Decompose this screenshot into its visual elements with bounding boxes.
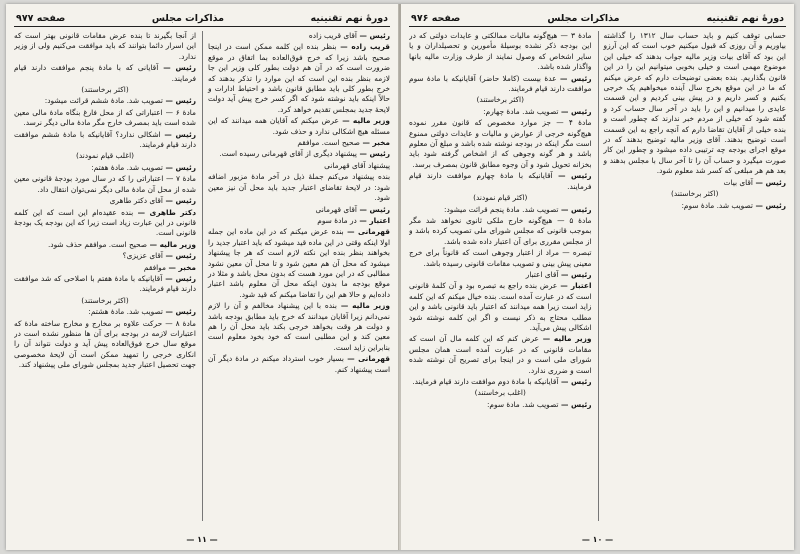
speaker-name: رئیس —: [752, 177, 786, 187]
paragraph-text: عدهٔ بیست (کاملا حاضر) آقایانیکه با مادهٔ سوم موافقت دارند قیام فرمایند.: [409, 73, 592, 94]
paragraph-text: پیشنهاد آقای قهرمانی: [324, 160, 390, 170]
text-paragraph: [409, 118, 592, 170]
paragraph-text: موافقم: [143, 262, 166, 272]
speaker-name: رئیس —: [356, 31, 390, 40]
paragraph-text: (اکثر برخاستند): [81, 295, 129, 305]
paragraph-text: مادهٔ ۸ — حرکت علاوه بر مخارج و مخارج ساخته مادهٔ که اعتبارات لازمه در بودجه برای آن ها منظور نشده است در موقع سال خرج فوق‌العاده پیش آید و دولت نتواند آن را انکاری خرجی را تمهید ممکن است آن لایحهٔ مخصوصی جهت تحصیل اعتبار جدید بمجلس شورای ملی پیشنهاد کند.: [14, 318, 196, 370]
speech-paragraph: [14, 307, 196, 317]
paragraph-text: بنده پیشنهاد می‌کنم جملهٔ ذیل در آخر مادهٔ مزبور اضافه شود: در لایحهٔ تقاضای اعتبار جدید باید محل آن نیز معین شود.: [208, 172, 390, 203]
speech-paragraph: [14, 263, 196, 273]
right-page-header: [409, 10, 786, 27]
paragraph-text: آقای دکتر طاهری: [109, 196, 163, 206]
paragraph-text: صحیح است. موافقم: [297, 138, 360, 148]
paragraph-text: مادهٔ ۵ — هیچ‌گونه خارج ملکی ثانوی نخواهد شد مگر بموجب قانونی که مجلس شورای ملی تصویب کرده باشد و از مجلس مقرری برای آن اعتبار داده شده باشد.: [409, 215, 592, 246]
speech-paragraph: [14, 163, 196, 173]
speech-paragraph: [409, 171, 592, 192]
speech-paragraph: [604, 178, 787, 188]
speech-paragraph: [14, 130, 196, 151]
text-paragraph: [409, 248, 592, 269]
paragraph-text: تبصره — مراد از اعتبار وجوهی است که قانوناً برای خرج معینی پیش بینی و تصویب مقامات قانونی رسیده باشد.: [409, 248, 592, 268]
speech-paragraph: [604, 201, 787, 211]
left-page-column-left: [14, 31, 196, 521]
paragraph-text: از آنجا بگیرند تا بنده عرض مقامات قانونی بهتر است که این اسرار دائما بتوانند که باید موافقت می‌کنیم ولی از وزیر ندارد.: [14, 31, 196, 61]
speaker-name: رئیس —: [558, 106, 592, 116]
text-paragraph: [208, 172, 390, 203]
speaker-name: رئیس —: [162, 162, 196, 172]
speech-paragraph: [208, 116, 390, 137]
speech-paragraph: [409, 334, 592, 376]
speech-paragraph: [208, 31, 390, 41]
text-paragraph: [14, 85, 196, 95]
speaker-name: رئیس —: [752, 200, 786, 210]
speech-paragraph: [208, 227, 390, 300]
speaker-name: رئیس —: [558, 269, 592, 279]
paragraph-text: صحیح است. موافقم حذف شود.: [47, 239, 148, 249]
text-paragraph: [14, 31, 196, 62]
text-paragraph: [409, 216, 592, 247]
speaker-name: قهرمانی —: [343, 227, 390, 237]
text-paragraph: [14, 296, 196, 306]
paragraph-text: (اکثر برخاستند): [81, 85, 129, 95]
speaker-name: مخبر —: [359, 138, 390, 148]
left-page: [6, 4, 399, 550]
text-paragraph: [208, 161, 390, 171]
speech-paragraph: [14, 251, 196, 261]
right-page-column-right: [598, 31, 787, 521]
text-paragraph: [604, 31, 787, 177]
right-page: [401, 4, 794, 550]
paragraph-text: آقایانی که با مادهٔ پنجم موافقت دارند قیام فرمایند.: [14, 63, 196, 83]
paragraph-text: در مادهٔ سوم: [317, 215, 357, 225]
paragraph-text: مادهٔ ۷ — اعتباراتی را که در سال مورد بودجهٔ قانونی معین شده از محل آن مادهٔ مالی دیگر نمی‌توان انتقال داد.: [14, 174, 196, 194]
text-paragraph: [409, 31, 592, 73]
speech-paragraph: [208, 42, 390, 115]
paragraph-text: تصویب شد. مادهٔ چهارم:: [483, 106, 559, 116]
speech-paragraph: [14, 63, 196, 84]
speaker-name: رئیس —: [162, 96, 196, 106]
speaker-name: رئیس —: [552, 171, 592, 181]
paragraph-text: آقای عزیزی؟: [122, 251, 163, 261]
speaker-name: قهرمانی —: [343, 354, 390, 364]
text-paragraph: [409, 193, 592, 203]
text-paragraph: [14, 319, 196, 371]
paragraph-text: تصویب شد. مادهٔ هفتم:: [91, 162, 163, 172]
paragraph-text: مادهٔ ۴ — جز موارد مخصوص که قانون مقرر نموده هیچ‌گونه خرجی از عوارض و مالیات و عایدات دولتی ممنوع است مگر اینکه در بودجه نوشته شده باشد و مبلغ آن معلوم باشد و هر گونه وجوهی که از اشخاص گرفته شود باید بخزانه تحویل شود و آن وجوه مطابق قانون بمصرف برسد.: [409, 118, 592, 169]
paragraph-text: بنده عقیده‌ام این است که این کلمه قانونی در این عبارت زیاد است زیرا که این بودجه یک بودجهٔ قانونی است.: [14, 207, 196, 238]
speaker-name: رئیس —: [558, 204, 592, 214]
paragraph-text: بنده با این پیشنهاد مخالفم و آن را لازم نمی‌دانم زیرا آقایان میدانند که خرج باید مطابق بودجه باشد و دولت هر وقت بخواهد خرجی بکند باید محل آن را هم معین کند و این مطلبی است که خود بخود معلوم است بنابراین زاید است.: [208, 301, 390, 352]
newspaper-spread: [6, 4, 794, 550]
right-page-session: دورهٔ نهم تقنینیه: [706, 12, 784, 24]
speaker-name: دکتر طاهری —: [133, 207, 196, 217]
speech-paragraph: [14, 240, 196, 250]
paragraph-text: بسیار خوب استرداد میکنم در مادهٔ دیگر آن است پیشنهاد کنم.: [208, 354, 390, 374]
paragraph-text: (اکثر برخاستند): [476, 95, 524, 105]
speaker-name: رئیس —: [558, 377, 592, 386]
paragraph-text: آقای بیات: [723, 177, 753, 187]
paragraph-text: پیشنهاد دیگری از آقای قهرمانی رسیده است.: [219, 149, 357, 159]
paragraph-text: عرض کنم که این کلمه مال آن است که مقامات قانونی که در عبارت آمده است همان مجلس شورای ملی است و در اینجا برای تصریح آن نوشته شده است و ضرری ندارد.: [409, 334, 592, 375]
left-page-number: صفحه ۹۷۷: [16, 12, 66, 24]
speaker-name: اعتبار —: [356, 215, 390, 225]
paragraph-text: آقای قهرمانی: [315, 204, 357, 214]
speech-paragraph: [409, 281, 592, 333]
paragraph-text: مادهٔ ۶ — اعتباراتی که از محل فارغ بنگاه مادهٔ مالی معین شده است باید بمصرف خارج مگر مادهٔ مالی دیگر نرسد.: [14, 107, 196, 128]
speech-paragraph: [208, 205, 390, 215]
speaker-name: قریب زاده —: [336, 42, 390, 52]
speech-paragraph: [208, 301, 390, 353]
right-page-columns: [409, 31, 786, 521]
paragraph-text: حسابی توقف کنیم و باید حساب سال ۱۳۱۲ را گذاشته بیاوریم و آن روزی که قبول میکنیم خوب است که این آرزو این بود که آقای بیات وزیر مالیه جواب بدهند که خیلی این موضوع مهمی است و خیلی بخوبی میتوانیم این را در این قانون بگذاریم. بنده بعضی توضیحات دارم که عرض میکنم که ما در این موقع بخرج سال آینده میخواهیم یک خرجی بکنیم و کسر داریم و در پیش بینی کردیم و این قسمت عایدی را میدانیم و این را باید در آخر سال حساب کرد و گفته شود که خیلی از مردم خبر ندارند که چطور است و بنده خیلی از آقایان تقاضا دارم که آنچه راجع به این قسمت است توضیح بدهند. آقای وزیر مالیه توضیح بدهند که در موقع اجرای بودجه چه ترتیبی داده میشود و چطور این کار صورت میگیرد و حساب آن را تا آخر سال با مجلس بدهند و بعد هم هر مبلغی که کسر شد معلوم شود.: [603, 31, 786, 176]
left-page-column-right: [202, 31, 390, 521]
speaker-name: مخبر —: [165, 262, 196, 272]
paragraph-text: آقایانیکه با مادهٔ چهارم موافقت دارند قیام فرمایند.: [409, 171, 592, 191]
paragraph-text: آقایانیکه با مادهٔ هفتم با اصلاحی که شد موافقت دارند قیام فرمایند.: [14, 273, 196, 294]
speaker-name: رئیس —: [160, 129, 196, 139]
left-page-header: [14, 10, 390, 27]
speaker-name: رئیس —: [162, 196, 196, 206]
speech-paragraph: [208, 138, 390, 148]
right-page-column-left: [409, 31, 592, 521]
speech-paragraph: [14, 274, 196, 295]
text-paragraph: [14, 151, 196, 161]
speaker-name: رئیس —: [162, 273, 196, 283]
speaker-name: وزیر مالیه —: [336, 301, 390, 311]
paragraph-text: (اغلب قیام نمودند): [75, 151, 135, 161]
paragraph-text: (اکثر قیام نمودند): [473, 193, 528, 203]
text-paragraph: [604, 189, 787, 199]
speaker-name: رئیس —: [356, 149, 390, 159]
left-page-footer: — ۱۱ —: [186, 535, 218, 544]
speaker-name: رئیس —: [162, 307, 196, 317]
left-page-session: دورهٔ نهم تقنینیه: [310, 12, 388, 24]
paragraph-text: تصویب شد. مادهٔ سوم:: [486, 399, 559, 409]
speech-paragraph: [14, 196, 196, 206]
left-page-columns: [14, 31, 390, 521]
paragraph-text: تصویب شد. مادهٔ سوم:: [681, 200, 753, 210]
text-paragraph: [409, 95, 592, 105]
speech-paragraph: [208, 354, 390, 375]
paragraph-text: عرض میکنم که آقایان همه میدانند که این مسئله هیچ اشکالی ندارد و حذف شود.: [208, 116, 390, 136]
speech-paragraph: [409, 107, 592, 117]
paragraph-text: بنظر بنده این کلمه ممکن است در اینجا صحیح باشد زیرا که خرج فوق‌العاده بما اتفاق در موقع ضرورت است که در آن هم دولت بطور کلی وزیر این جا لازمه بنظر بنده این است که این موارد را تذکر بدهند که خرج بطور کلی باید مطابق قانون باشد و احتیاط ادارات و حالاً اینکه باید نوشته شود که اگر کسر خرج پیش آید دولت لایحهٔ جدید بمجلس تقدیم خواهد کرد.: [208, 42, 390, 114]
paragraph-text: (اغلب برخاستند): [474, 388, 526, 398]
speech-paragraph: [409, 377, 592, 387]
left-page-title: مذاکرات مجلس: [151, 12, 225, 24]
text-paragraph: [14, 108, 196, 129]
speaker-name: وزیر مالیه —: [338, 116, 390, 126]
paragraph-text: آقای اعتبار: [525, 269, 559, 279]
text-paragraph: [14, 174, 196, 195]
speaker-name: رئیس —: [158, 63, 196, 73]
paragraph-text: (اکثر برخاستند): [671, 189, 719, 199]
speech-paragraph: [409, 400, 592, 410]
speech-paragraph: [208, 149, 390, 159]
speech-paragraph: [208, 216, 390, 226]
paragraph-text: بنده عرض میکنم که در این ماده این جمله اولا اینکه وقتی در این ماده قید میشود که باید اعتبار جدید را بخواهند بنظر بنده این نکته لازم است که هر جا پیشنهاد میشود که محل آن هم معین شود و تا محل آن معین نشود مطالبی که در این مورد هست که بدون محل باشد و مثلا در موقع بودجه ما بدون اینکه محل آن معلوم باشد اعتبار داده‌ایم و حالا هم این را تقاضا میکنم که قید شود.: [208, 227, 390, 299]
speaker-name: وزیر مالیه —: [538, 334, 592, 344]
paragraph-text: تصویب شد. مادهٔ هشتم:: [88, 307, 163, 317]
paragraph-text: تصویب شد. مادهٔ ششم قرائت میشود:: [44, 96, 163, 106]
paragraph-text: اشکالی ندارد؟ آقایانیکه با مادهٔ ششم موافقت دارند قیام فرمایند.: [14, 129, 196, 150]
speech-paragraph: [409, 74, 592, 95]
right-page-footer: — ۱۰ —: [581, 535, 614, 544]
right-page-title: مذاکرات مجلس: [547, 12, 620, 24]
paragraph-text: تصویب شد. مادهٔ پنجم قرائت میشود:: [443, 204, 559, 214]
speaker-name: رئیس —: [356, 204, 390, 214]
right-page-number: صفحه ۹۷۶: [411, 12, 461, 24]
speech-paragraph: [409, 270, 592, 280]
text-paragraph: [409, 388, 592, 398]
paragraph-text: آقای قریب زاده: [308, 31, 357, 40]
speaker-name: رئیس —: [162, 251, 196, 261]
speaker-name: وزیر مالیه —: [147, 239, 196, 249]
paragraph-text: عرض بنده راجع به تبصره بود و آن کلمهٔ قانونی است که در عبارت آمده است. بنده خیال میکنم که این کلمه زاید است زیرا همه میدانند که اعتبار باید قانونی باشد و این مطلب محتاج به ذکر نیست و اگر این کلمه نوشته شود اشکالی پیش می‌آید.: [409, 281, 592, 332]
speaker-name: رئیس —: [556, 73, 592, 83]
speaker-name: رئیس —: [558, 399, 592, 409]
speaker-name: اعتبار —: [557, 281, 592, 291]
speech-paragraph: [14, 208, 196, 239]
speech-paragraph: [14, 96, 196, 106]
speech-paragraph: [409, 205, 592, 215]
paragraph-text: مادهٔ ۳ — هیچ‌گونه مالیات ممالکتی و عایدات دولتی که در این بودجه ذکر نشده بوسیلهٔ مأمورین و تحصیلداران و یا سایر اشخاص که وصول نمایند از طرف وزارت مالیه بانها واگذار شده باشد.: [409, 31, 592, 72]
paragraph-text: آقایانیکه با مادهٔ دوم موافقت دارند قیام فرمایند.: [412, 377, 559, 386]
